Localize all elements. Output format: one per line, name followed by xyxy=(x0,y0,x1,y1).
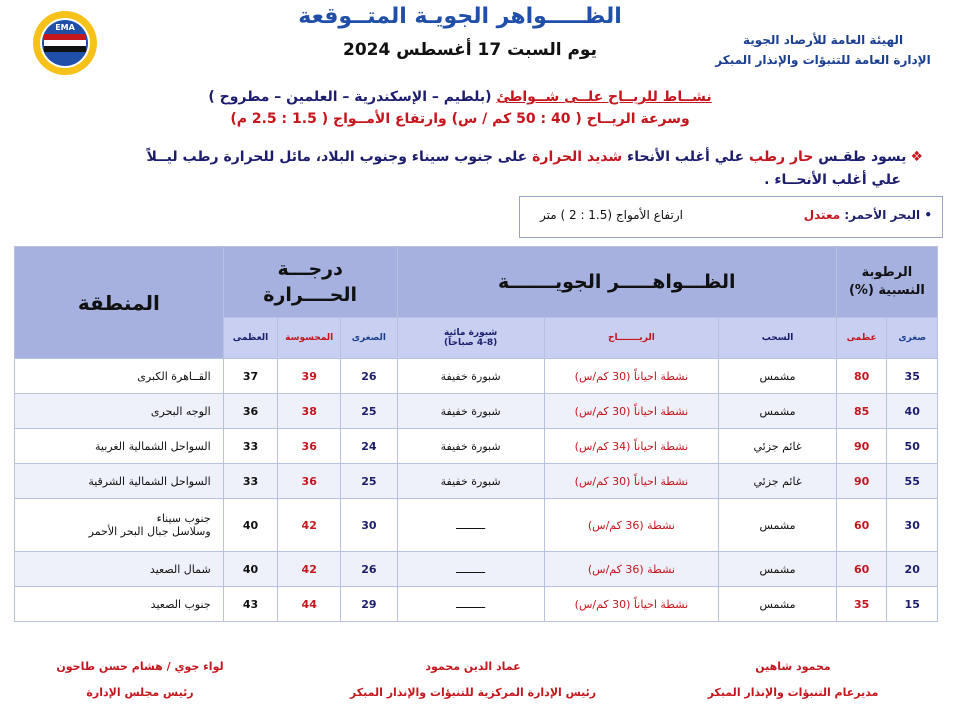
humidity-max-cell: 85 xyxy=(836,394,887,429)
signature-3: لواء جوي / هشام حسن طاحون رئيس مجلس الإدارة xyxy=(56,660,224,699)
temp-max-cell: 40 xyxy=(223,499,278,552)
forecast-date: يوم السبت 17 أغسطس 2024 xyxy=(343,40,597,60)
cloud-cell: مشمس xyxy=(719,499,837,552)
cloud-cell: مشمس xyxy=(719,359,837,394)
winds-speed-waves: وسرعة الريــاح ( 40 : 50 كم / س) وارتفاع الأمــواج ( 1.5 : 2.5 م) xyxy=(230,111,690,127)
temp-min-cell: 25 xyxy=(341,394,398,429)
sub-header-wind: الريـــــــاح xyxy=(544,318,719,359)
forecast-table xyxy=(14,246,938,622)
temp-max-cell: 33 xyxy=(223,464,278,499)
org-line-2: الإدارة العامة للتنبؤات والإنذار المبكر xyxy=(715,53,931,67)
general-forecast-notice xyxy=(43,146,923,192)
temp-min-cell: 29 xyxy=(341,587,398,622)
organization-name xyxy=(703,30,943,70)
humidity-header: الرطوبة النسبية (%) xyxy=(836,247,937,318)
region-header: المنطقة xyxy=(15,247,224,359)
notice-text-3: علي أغلب الأنحاء xyxy=(622,149,750,165)
temp-feel-cell: 42 xyxy=(278,552,341,587)
ema-logo xyxy=(30,8,100,78)
page-title: الظـــــواهر الجويـة المتــوقعة xyxy=(298,4,622,29)
cloud-cell: غائم جزئي xyxy=(719,464,837,499)
temp-feel-cell: 36 xyxy=(278,429,341,464)
notice-text-1: يسود طقـس xyxy=(813,149,907,165)
bullet-star-icon: ❖ xyxy=(910,149,923,165)
red-sea-label: • البحر الأحمر: xyxy=(844,208,932,222)
temp-max-cell: 43 xyxy=(223,587,278,622)
red-sea-box xyxy=(519,196,943,238)
humidity-min-cell: 20 xyxy=(887,552,938,587)
temperature-header: درجـــة الحــــرارة xyxy=(223,247,397,318)
temp-feel-cell: 39 xyxy=(278,359,341,394)
humidity-max-cell: 60 xyxy=(836,499,887,552)
humidity-min-cell: 30 xyxy=(887,499,938,552)
signature-1: محمود شاهين مديرعام التنبؤات والإنذار المبكر xyxy=(707,660,879,699)
temp-min-cell: 25 xyxy=(341,464,398,499)
temp-max-cell: 33 xyxy=(223,429,278,464)
humidity-min-cell: 55 xyxy=(887,464,938,499)
temp-max-cell: 36 xyxy=(223,394,278,429)
region-cell: شمال الصعيد xyxy=(15,552,224,587)
table-row xyxy=(15,359,938,394)
temp-feel-cell: 38 xyxy=(278,394,341,429)
logo-text: EMA xyxy=(55,23,75,32)
table-row xyxy=(15,464,938,499)
table-row xyxy=(15,587,938,622)
fog-cell: ـــــــــ xyxy=(397,499,544,552)
table-row xyxy=(15,429,938,464)
org-line-1: الهيئة العامة للأرصاد الجوية xyxy=(742,33,904,47)
coastal-winds-notice xyxy=(150,86,770,130)
humidity-max-cell: 90 xyxy=(836,464,887,499)
region-cell: الوجه البحرى xyxy=(15,394,224,429)
humidity-max-cell: 90 xyxy=(836,429,887,464)
humidity-max-cell: 80 xyxy=(836,359,887,394)
red-sea-waves: ارتفاع الأمواج (1.5 : 2 ) متر xyxy=(540,208,683,222)
wind-cell: نشطة احياناً (30 كم/س) xyxy=(544,587,719,622)
fog-cell: شبورة خفيفة xyxy=(397,359,544,394)
fog-cell: ـــــــــ xyxy=(397,587,544,622)
signature-2: عماد الدين محمود رئيس الإدارة المركزية للتنبؤات والإنذار المبكر xyxy=(349,660,597,699)
table-row xyxy=(15,394,938,429)
cloud-cell: مشمس xyxy=(719,394,837,429)
cloud-cell: مشمس xyxy=(719,587,837,622)
region-cell: جنوب سيناء وسلاسل جبال البحر الأحمر xyxy=(15,499,224,552)
red-sea-state: معتدل xyxy=(803,208,845,222)
notice-text-4: شديد الحرارة xyxy=(532,149,623,165)
cloud-cell: غائم جزئي xyxy=(719,429,837,464)
wind-cell: نشطة احياناً (34 كم/س) xyxy=(544,429,719,464)
signatures xyxy=(0,650,953,710)
wind-cell: نشطة احياناً (30 كم/س) xyxy=(544,394,719,429)
humidity-min-cell: 50 xyxy=(887,429,938,464)
humidity-min-cell: 15 xyxy=(887,587,938,622)
wind-cell: نشطة (36 كم/س) xyxy=(544,499,719,552)
humidity-max-cell: 35 xyxy=(836,587,887,622)
temp-feel-cell: 42 xyxy=(278,499,341,552)
phenomena-header: الظـــواهـــــر الجويـــــــة xyxy=(397,247,836,318)
sub-header-hmax: عظمى xyxy=(836,318,887,359)
temp-min-cell: 24 xyxy=(341,429,398,464)
fog-cell: ـــــــــ xyxy=(397,552,544,587)
region-cell: القــاهرة الكبرى xyxy=(15,359,224,394)
notice-text-5: على جنوب سيناء وجنوب البلاد، مائل للحرارة رطب ليــلاً xyxy=(146,149,533,165)
sub-header-fog: شبورة مائية (4-8 صباحاً) xyxy=(397,318,544,359)
fog-cell: شبورة خفيفة xyxy=(397,429,544,464)
sub-header-cloud: السحب xyxy=(719,318,837,359)
table-row xyxy=(15,552,938,587)
wind-cell: نشطة احياناً (30 كم/س) xyxy=(544,464,719,499)
fog-cell: شبورة خفيفة xyxy=(397,394,544,429)
wind-cell: نشطة احياناً (30 كم/س) xyxy=(544,359,719,394)
winds-coasts: (بلطيم – الإسكندرية – العلمين – مطروح ) xyxy=(208,89,492,105)
sub-header-max: العظمى xyxy=(223,318,278,359)
temp-min-cell: 26 xyxy=(341,552,398,587)
temp-min-cell: 30 xyxy=(341,499,398,552)
humidity-min-cell: 40 xyxy=(887,394,938,429)
humidity-min-cell: 35 xyxy=(887,359,938,394)
fog-cell: شبورة خفيفة xyxy=(397,464,544,499)
region-cell: السواحل الشمالية الشرقية xyxy=(15,464,224,499)
table-row xyxy=(15,499,938,552)
temp-max-cell: 37 xyxy=(223,359,278,394)
notice-text-2: حار رطب xyxy=(749,149,814,165)
sub-header-min: الصغرى xyxy=(341,318,398,359)
cloud-cell: مشمس xyxy=(719,552,837,587)
winds-heading: نشــاط للريــاح علــى شــواطئ xyxy=(496,89,712,105)
temp-min-cell: 26 xyxy=(341,359,398,394)
sub-header-feel: المحسوسة xyxy=(278,318,341,359)
temp-feel-cell: 44 xyxy=(278,587,341,622)
humidity-max-cell: 60 xyxy=(836,552,887,587)
temp-max-cell: 40 xyxy=(223,552,278,587)
sub-header-hmin: صغرى xyxy=(887,318,938,359)
wind-cell: نشطة (36 كم/س) xyxy=(544,552,719,587)
region-cell: جنوب الصعيد xyxy=(15,587,224,622)
temp-feel-cell: 36 xyxy=(278,464,341,499)
notice-line-2: علي أغلب الأنحــاء . xyxy=(764,172,901,188)
region-cell: السواحل الشمالية الغربية xyxy=(15,429,224,464)
